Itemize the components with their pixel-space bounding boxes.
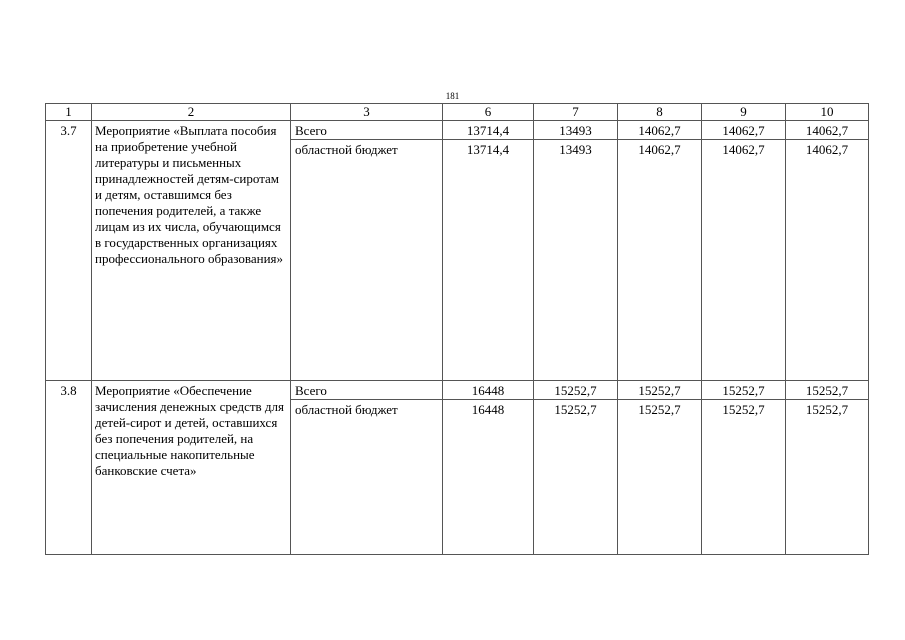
value-cell: 14062,7 [618,121,702,140]
funding-source: Всего [291,381,443,400]
table-row [46,121,869,140]
funding-source: областной бюджет [291,400,443,555]
row-number: 3.8 [46,381,92,555]
value-cell: 15252,7 [786,381,869,400]
column-header: 1 [46,104,92,121]
column-header: 3 [291,104,443,121]
row-description: Мероприятие «Выплата пособия на приобретение учебной литературы и письменных принадлежностей детям-сиротам и детям, оставшимся без попечения родителей, а также лицам из их числа, обучающимся в государственных организациях профессионального образования» [92,121,291,381]
page-number: 181 [445,91,460,101]
value-cell: 15252,7 [534,400,618,555]
table-header-row [46,104,869,121]
funding-source: областной бюджет [291,140,443,381]
table-row [46,381,869,400]
value-cell: 14062,7 [702,140,786,381]
column-header: 10 [786,104,869,121]
column-header: 8 [618,104,702,121]
column-header: 9 [702,104,786,121]
column-header: 6 [443,104,534,121]
value-cell: 16448 [443,381,534,400]
value-cell: 13714,4 [443,140,534,381]
value-cell: 14062,7 [786,140,869,381]
value-cell: 15252,7 [786,400,869,555]
value-cell: 15252,7 [618,400,702,555]
value-cell: 16448 [443,400,534,555]
value-cell: 15252,7 [534,381,618,400]
row-number: 3.7 [46,121,92,381]
budget-table [45,103,869,555]
row-description: Мероприятие «Обеспечение зачисления денежных средств для детей-сирот и детей, оставшихся без попечения родителей, на специальные накопительные банковские счета» [92,381,291,555]
value-cell: 13714,4 [443,121,534,140]
value-cell: 14062,7 [786,121,869,140]
funding-source: Всего [291,121,443,140]
value-cell: 13493 [534,121,618,140]
value-cell: 14062,7 [702,121,786,140]
value-cell: 14062,7 [618,140,702,381]
value-cell: 13493 [534,140,618,381]
column-header: 2 [92,104,291,121]
value-cell: 15252,7 [702,400,786,555]
column-header: 7 [534,104,618,121]
value-cell: 15252,7 [618,381,702,400]
value-cell: 15252,7 [702,381,786,400]
